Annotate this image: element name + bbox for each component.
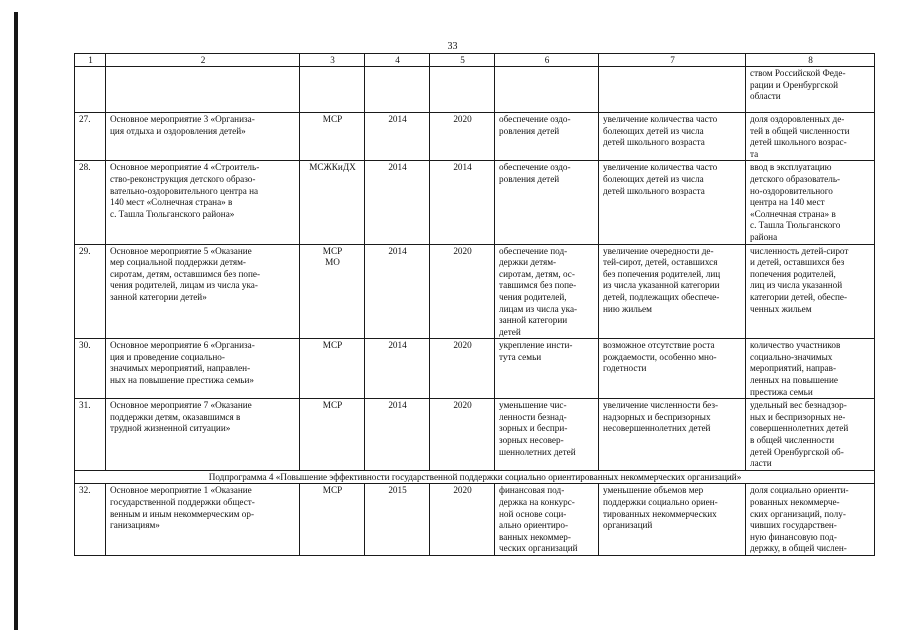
row-number: 28.	[75, 161, 106, 244]
start-year: 2014	[365, 161, 430, 244]
consequence: увеличение численности без- надзорных и беспризорных несовершеннолетних детей	[599, 399, 746, 471]
column-number: 4	[365, 54, 430, 67]
indicator: доля социально ориенти- рованных некоммерче- ских организаций, полу- чивших государствен- ную финансовую под- держку, в общей числен-	[746, 484, 875, 556]
executor: МСР	[300, 339, 365, 399]
column-number: 7	[599, 54, 746, 67]
end-year: 2020	[430, 113, 495, 161]
row-number: 30.	[75, 339, 106, 399]
activity-name: Основное мероприятие 4 «Строитель- ство-реконструкция детского образо- вательно-оздоровительного центра на 140 мест «Солнечная страна» в с. Ташла Тюльганского района»	[106, 161, 300, 244]
end-year: 2020	[430, 484, 495, 556]
consequence: увеличение количества часто болеющих детей из числа детей школьного возраста	[599, 161, 746, 244]
column-number: 1	[75, 54, 106, 67]
goal: обеспечение под- держки детям- сиротам, детям, ос- тавшимся без попе- чения родителей, лицам из числа ука- занной категории детей	[495, 244, 599, 339]
executor: МСР	[300, 399, 365, 471]
table-row	[75, 339, 875, 399]
table-cell	[495, 67, 599, 113]
start-year: 2015	[365, 484, 430, 556]
indicator: количество участников социально-значимых мероприятий, направ- ленных на повышение престижа семьи	[746, 339, 875, 399]
end-year: 2020	[430, 339, 495, 399]
activity-name: Основное мероприятие 7 «Оказание поддержки детям, оказавшимся в трудной жизненной ситуации»	[106, 399, 300, 471]
table-row-continuation	[75, 67, 875, 113]
goal: уменьшение чис- ленности безнад- зорных и беспри- зорных несовер- шеннолетних детей	[495, 399, 599, 471]
column-number: 2	[106, 54, 300, 67]
page-number: 33	[447, 41, 458, 52]
subprogram-title: Подпрограмма 4 «Повышение эффективности государственной поддержки социально ориентированных некоммерческих организаций»	[75, 470, 875, 484]
consequence: увеличение очередности де- тей-сирот, детей, оставшихся без попечения родителей, лиц из числа указанной категории детей, подлежащих обеспече- нию жильем	[599, 244, 746, 339]
table-row	[75, 484, 875, 556]
column-number: 5	[430, 54, 495, 67]
binding-edge-bar	[14, 12, 18, 630]
table-cell	[599, 67, 746, 113]
column-number: 6	[495, 54, 599, 67]
table-row	[75, 244, 875, 339]
goal: обеспечение оздо- ровления детей	[495, 161, 599, 244]
program-activities-table	[74, 53, 875, 556]
column-number: 3	[300, 54, 365, 67]
start-year: 2014	[365, 113, 430, 161]
row-number: 27.	[75, 113, 106, 161]
subprogram-header-row	[75, 470, 875, 484]
activity-name: Основное мероприятие 1 «Оказание государственной поддержки общест- венным и иным некоммерческим ор- ганизациям»	[106, 484, 300, 556]
end-year: 2020	[430, 399, 495, 471]
activity-name: Основное мероприятие 6 «Организа- ция и проведение социально- значимых мероприятий, направлен- ных на повышение престижа семьи»	[106, 339, 300, 399]
table-cell	[430, 67, 495, 113]
consequence: увеличение количества часто болеющих детей из числа детей школьного возраста	[599, 113, 746, 161]
executor: МСЖКиДХ	[300, 161, 365, 244]
table-cell	[365, 67, 430, 113]
activity-name: Основное мероприятие 5 «Оказание мер социальной поддержки детям- сиротам, детям, оставшимся без попе- чения родителей, лицам из числа ука- занной категории детей»	[106, 244, 300, 339]
indicator: численность детей-сирот и детей, оставшихся без попечения родителей, лиц из числа указанной категории детей, обеспе- ченных жильем	[746, 244, 875, 339]
indicator: удельный вес безнадзор- ных и беспризорных не- совершеннолетних детей в общей численности детей Оренбургской об- ласти	[746, 399, 875, 471]
executor: МСР МО	[300, 244, 365, 339]
column-number: 8	[746, 54, 875, 67]
goal: финансовая под- держка на конкурс- ной основе соци- ально ориентиро- ванных некоммер- ческих организаций	[495, 484, 599, 556]
start-year: 2014	[365, 339, 430, 399]
table-cell	[75, 67, 106, 113]
column-number-header-row	[75, 54, 875, 67]
table-cell	[300, 67, 365, 113]
goal: обеспечение оздо- ровления детей	[495, 113, 599, 161]
end-year: 2020	[430, 244, 495, 339]
start-year: 2014	[365, 244, 430, 339]
indicator-cell: ством Российской Феде- рации и Оренбургской области	[746, 67, 875, 113]
executor: МСР	[300, 113, 365, 161]
activity-name: Основное мероприятие 3 «Организа- ция отдыха и оздоровления детей»	[106, 113, 300, 161]
indicator: доля оздоровленных де- тей в общей численности детей школьного возрас- та	[746, 113, 875, 161]
goal: укрепление инсти- тута семьи	[495, 339, 599, 399]
indicator: ввод в эксплуатацию детского образователь- но-оздоровительного центра на 140 мест «Солнечная страна» в с. Ташла Тюльганского района	[746, 161, 875, 244]
row-number: 31.	[75, 399, 106, 471]
row-number: 29.	[75, 244, 106, 339]
consequence: возможное отсутствие роста рождаемости, особенно мно- годетности	[599, 339, 746, 399]
row-number: 32.	[75, 484, 106, 556]
start-year: 2014	[365, 399, 430, 471]
table-row	[75, 113, 875, 161]
table-cell	[106, 67, 300, 113]
end-year: 2014	[430, 161, 495, 244]
table-row	[75, 399, 875, 471]
executor: МСР	[300, 484, 365, 556]
table-row	[75, 161, 875, 244]
consequence: уменьшение объемов мер поддержки социально ориен- тированных некоммерческих организаций	[599, 484, 746, 556]
